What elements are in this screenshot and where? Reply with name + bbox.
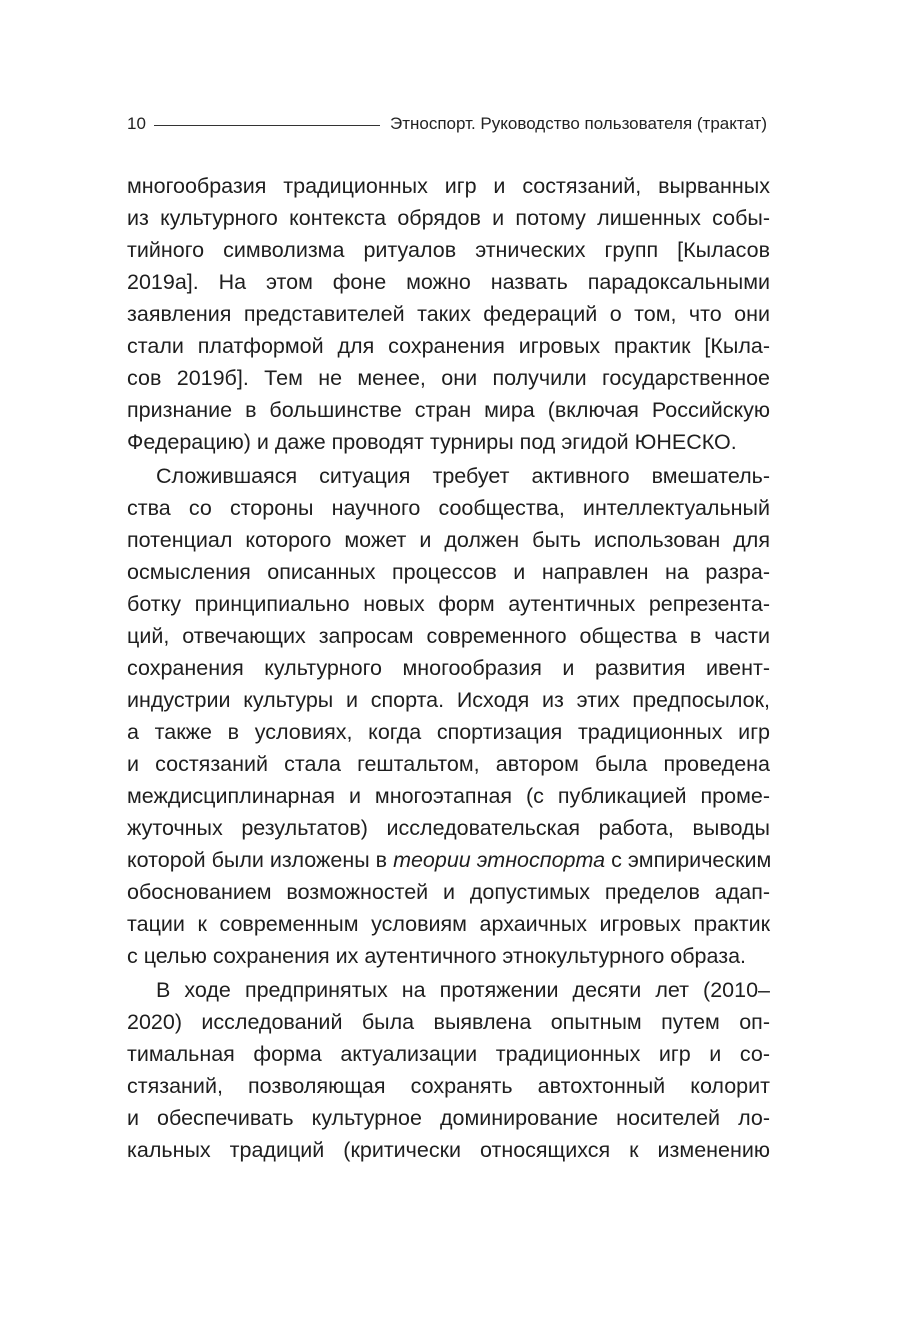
running-header bbox=[127, 112, 767, 136]
paragraph-1 bbox=[127, 170, 770, 458]
paragraph-2 bbox=[127, 460, 770, 972]
page-number: 10 bbox=[127, 114, 146, 133]
text-line: 2019а]. На этом фоне можно назвать парадоксальными bbox=[127, 270, 770, 294]
text-line: заявления представителей таких федераций о том, что они bbox=[127, 302, 770, 326]
text-line: тимальная форма актуализации традиционных игр и со- bbox=[127, 1042, 770, 1066]
text-line: и обеспечивать культурное доминирование носителей ло- bbox=[127, 1106, 770, 1130]
text-line: 2020) исследований была выявлена опытным путем оп- bbox=[127, 1010, 770, 1034]
text-line: кальных традиций (критически относящихся к изменению bbox=[127, 1138, 770, 1162]
text-line: междисциплинарная и многоэтапная (с публикацией проме- bbox=[127, 784, 770, 808]
text-line: ства со стороны научного сообщества, интеллектуальный bbox=[127, 496, 770, 520]
text-line: стали платформой для сохранения игровых практик [Кыла- bbox=[127, 334, 770, 358]
text-line: ций, отвечающих запросам современного общества в части bbox=[127, 624, 770, 648]
text-line: из культурного контекста обрядов и потому лишенных собы- bbox=[127, 206, 770, 230]
text-line: индустрии культуры и спорта. Исходя из этих предпосылок, bbox=[127, 688, 770, 712]
text-line: тации к современным условиям архаичных игровых практик bbox=[127, 912, 770, 936]
text-line: сов 2019б]. Тем не менее, они получили государственное bbox=[127, 366, 770, 390]
text-line: осмысления описанных процессов и направлен на разра- bbox=[127, 560, 770, 584]
text-line: жуточных результатов) исследовательская работа, выводы bbox=[127, 816, 770, 840]
text-line: потенциал которого может и должен быть использован для bbox=[127, 528, 770, 552]
text-line: а также в условиях, когда спортизация традиционных игр bbox=[127, 720, 770, 744]
text-line-with-italic bbox=[127, 844, 770, 876]
text-line: признание в большинстве стран мира (включая Российскую bbox=[127, 398, 770, 422]
text-line: Сложившаяся ситуация требует активного вмешатель- bbox=[156, 464, 770, 488]
text-run: которой были изложены в bbox=[127, 848, 394, 872]
text-line: обоснованием возможностей и допустимых пределов адап- bbox=[127, 880, 770, 904]
text-line: сохранения культурного многообразия и развития ивент- bbox=[127, 656, 770, 680]
text-line: Федерацию) и даже проводят турниры под эгидой ЮНЕСКО. bbox=[127, 430, 737, 454]
text-line: и состязаний стала гештальтом, автором была проведена bbox=[127, 752, 770, 776]
text-line: с целью сохранения их аутентичного этнокультурного образа. bbox=[127, 944, 746, 968]
italic-term: теории этноспорта bbox=[393, 848, 606, 872]
text-line: тийного символизма ритуалов этнических групп [Кыласов bbox=[127, 238, 770, 262]
text-run: с эмпирическим bbox=[605, 848, 772, 872]
text-line: В ходе предпринятых на протяжении десяти лет (2010– bbox=[156, 978, 770, 1002]
body-text bbox=[127, 170, 770, 1166]
text-line: стязаний, позволяющая сохранять автохтонный колорит bbox=[127, 1074, 770, 1098]
header-rule bbox=[154, 125, 380, 126]
running-title: Этноспорт. Руководство пользователя (трактат) bbox=[390, 114, 767, 133]
paragraph-3 bbox=[127, 974, 770, 1166]
text-line: многообразия традиционных игр и состязаний, вырванных bbox=[127, 174, 770, 198]
text-line: ботку принципиально новых форм аутентичных репрезента- bbox=[127, 592, 770, 616]
